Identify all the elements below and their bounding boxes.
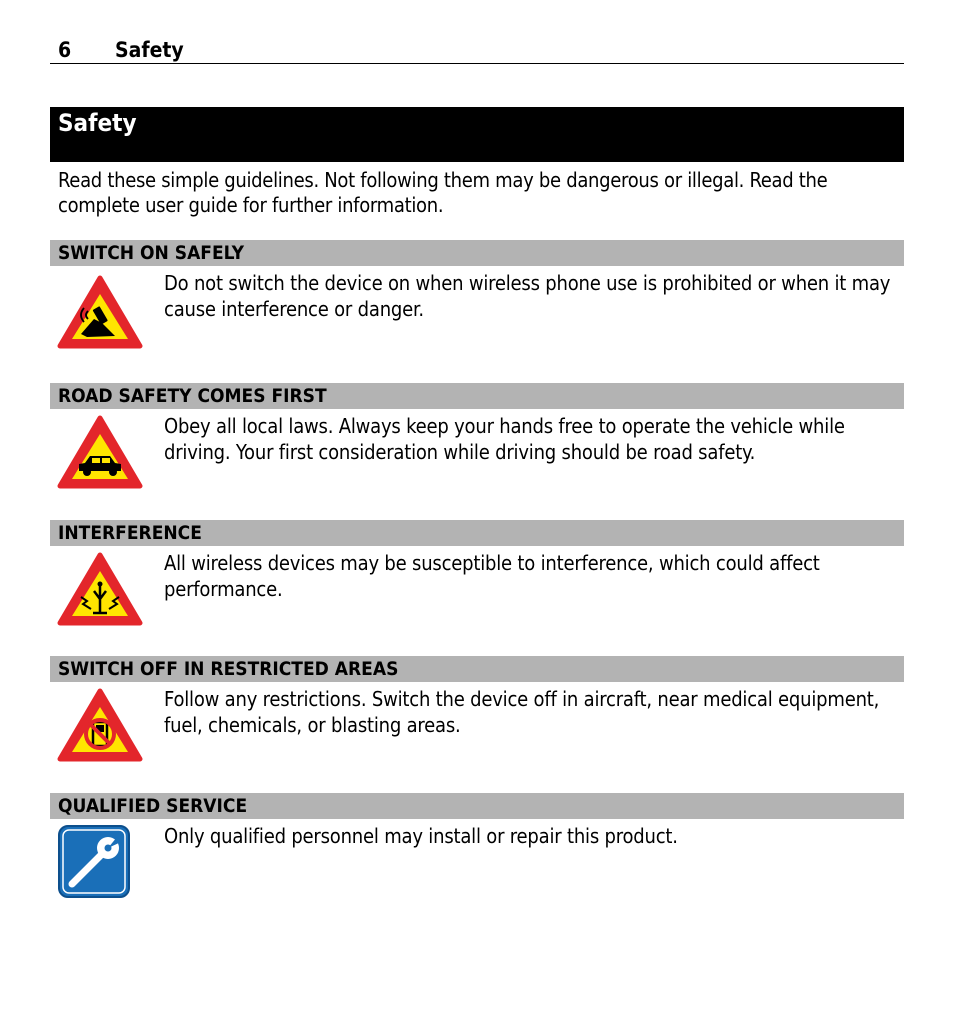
section-heading-restricted-areas: SWITCH OFF IN RESTRICTED AREAS — [50, 656, 904, 682]
page-number: 6 — [58, 38, 72, 62]
section-heading-road-safety: ROAD SAFETY COMES FIRST — [50, 383, 904, 409]
antenna-interference-warning-icon — [57, 551, 143, 627]
section-heading-switch-on-safely: SWITCH ON SAFELY — [50, 240, 904, 266]
running-title: Safety — [115, 38, 184, 62]
no-phone-warning-icon — [57, 687, 143, 763]
section-text-restricted-areas: Follow any restrictions. Switch the device off in aircraft, near medical equipment, fuel, chemicals, or blasting areas. — [164, 687, 880, 737]
section-text-switch-on-safely: Do not switch the device on when wireless phone use is prohibited or when it may cause interference or danger. — [164, 271, 891, 321]
hand-phone-warning-icon — [57, 274, 143, 350]
intro-paragraph: Read these simple guidelines. Not following them may be dangerous or illegal. Read the complete user guide for further information. — [58, 168, 828, 217]
car-warning-icon — [57, 414, 143, 490]
chapter-title-bar — [50, 107, 904, 162]
section-heading-interference: INTERFERENCE — [50, 520, 904, 546]
section-text-road-safety: Obey all local laws. Always keep your hands free to operate the vehicle while driving. Your first consideration while driving should be road safety. — [164, 414, 845, 464]
section-text-interference: All wireless devices may be susceptible to interference, which could affect performance. — [164, 551, 820, 601]
chapter-title: Safety — [58, 109, 137, 137]
section-text-qualified-service: Only qualified personnel may install or repair this product. — [164, 824, 678, 848]
running-header — [50, 36, 904, 64]
wrench-icon — [57, 824, 131, 900]
section-heading-qualified-service: QUALIFIED SERVICE — [50, 793, 904, 819]
